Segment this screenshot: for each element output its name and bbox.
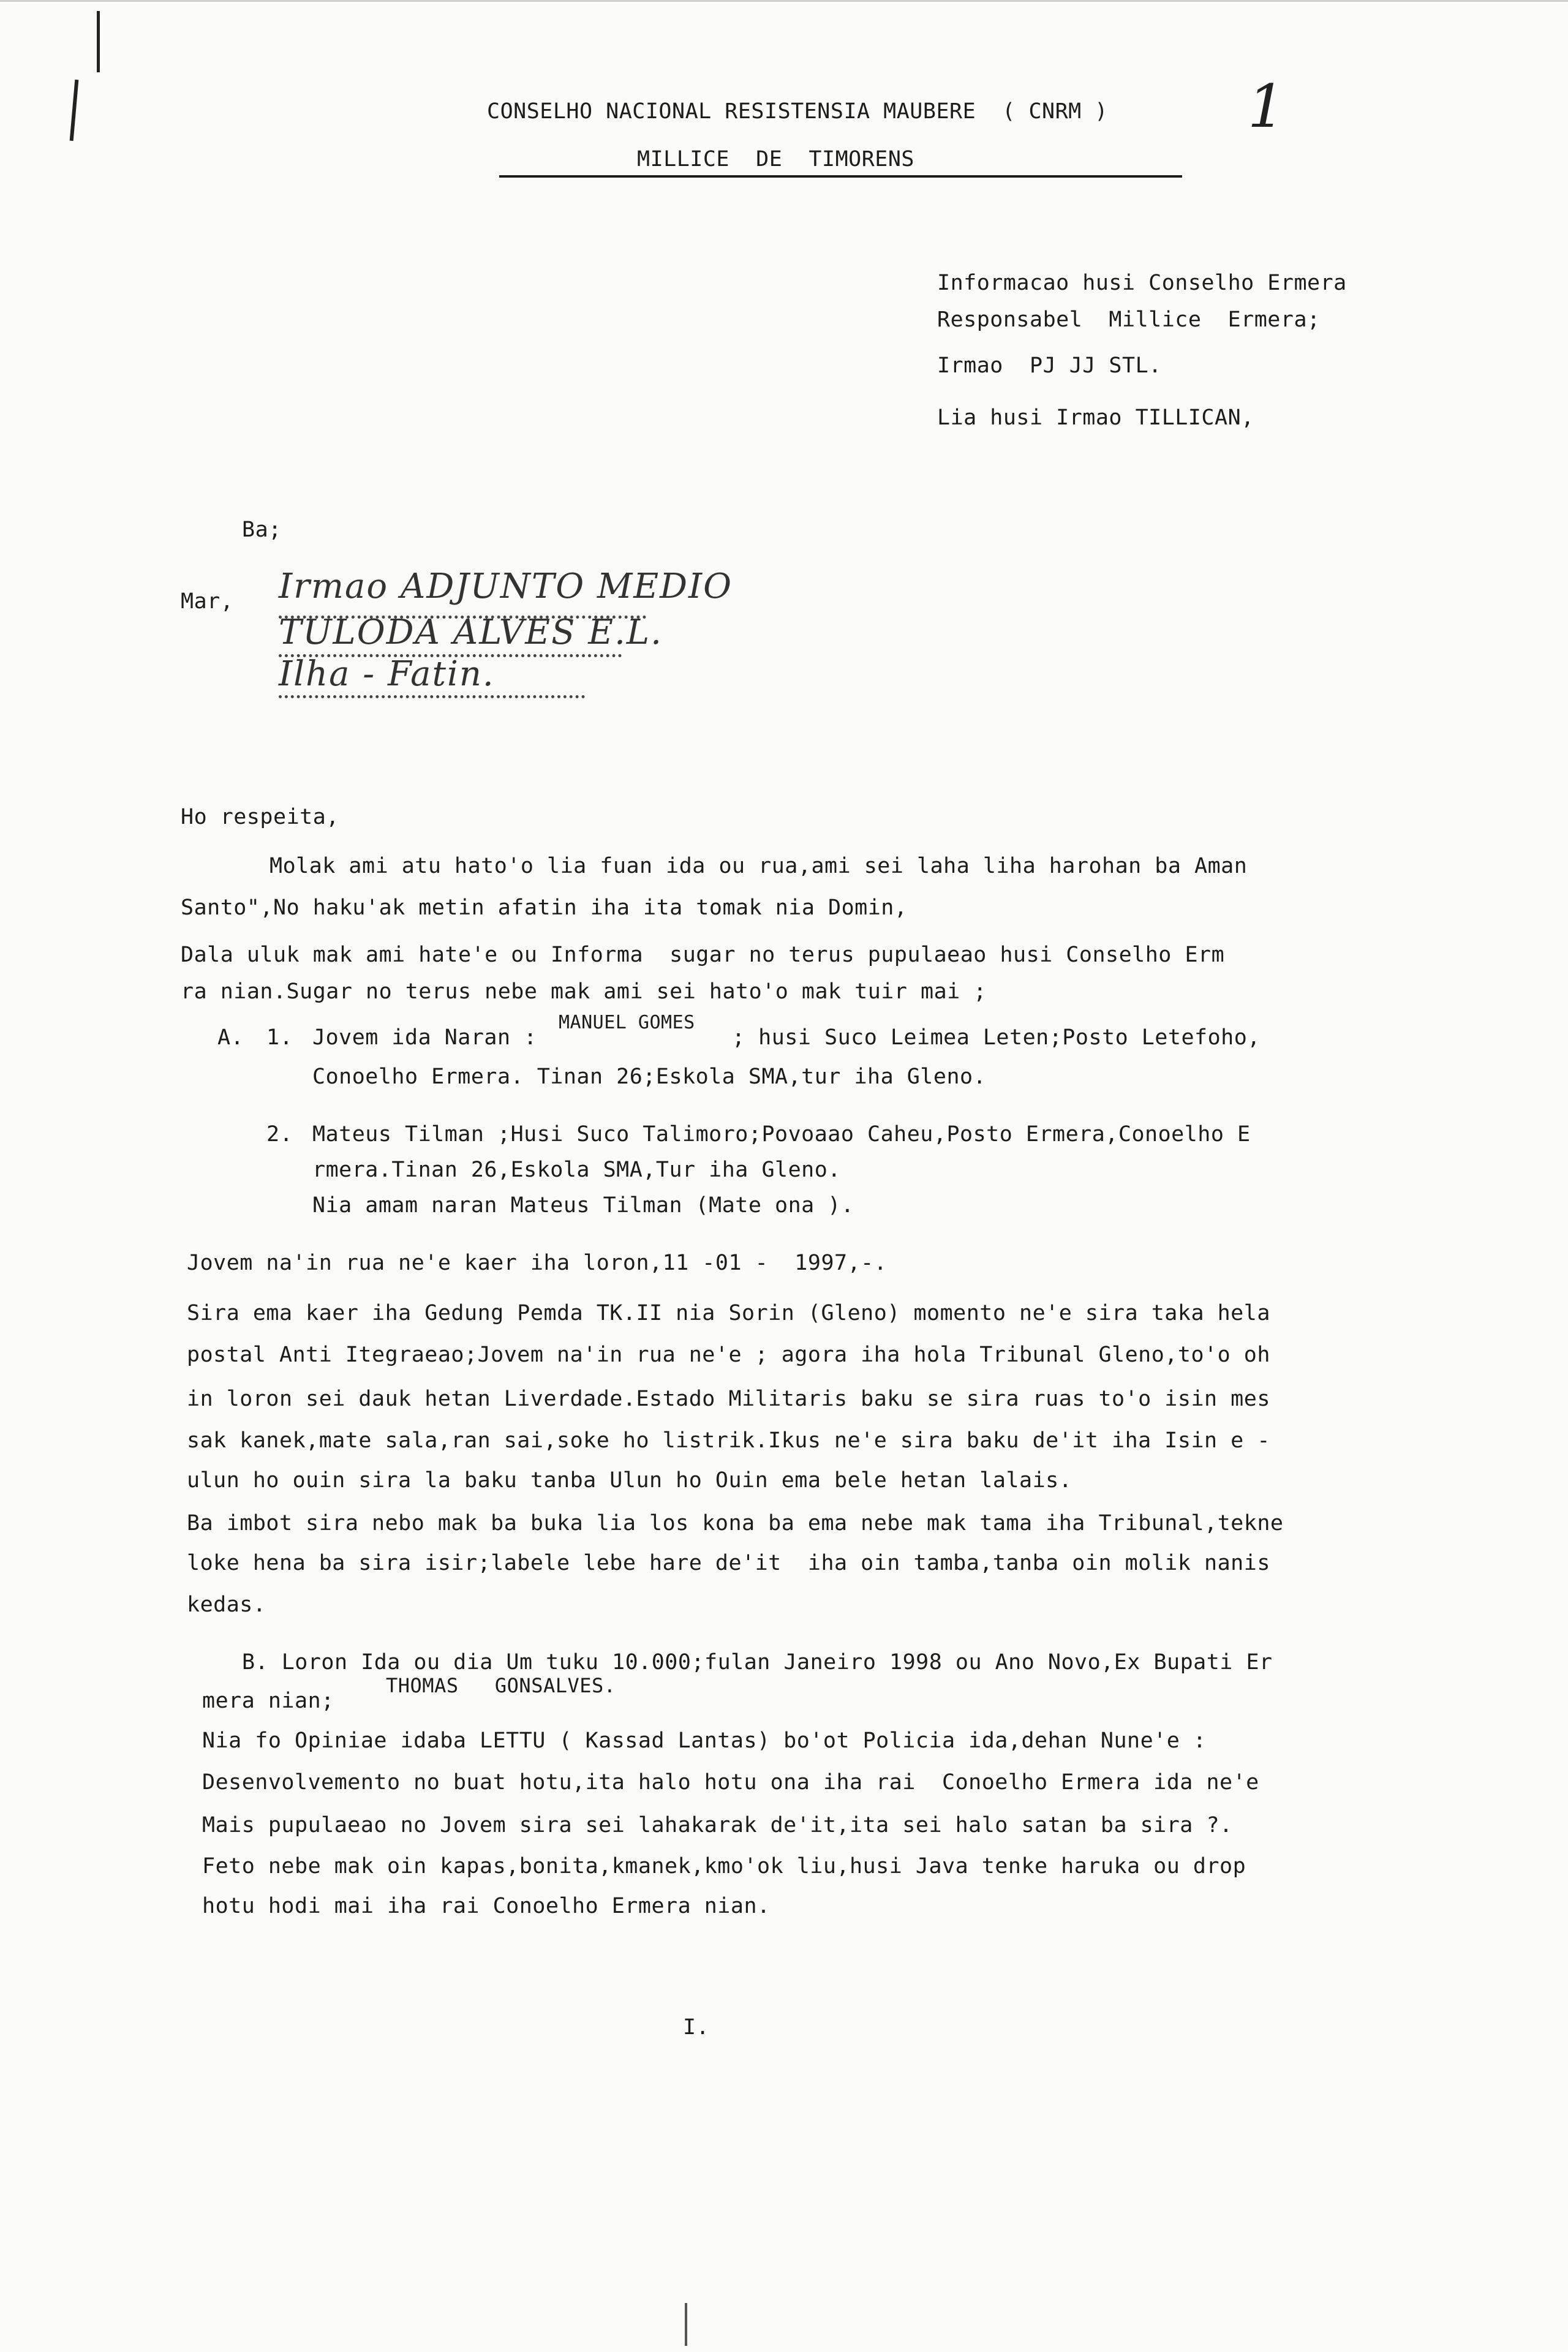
paragraph-1-line-2: Santo",No haku'ak metin afatin iha ita tomak nia Domin, [181, 895, 908, 920]
list-item-2-line-1: Mateus Tilman ;Husi Suco Talimoro;Povoaao Caheu,Posto Ermera,Conoelho E [312, 1122, 1251, 1147]
section-b-line-2: mera nian; [202, 1689, 334, 1713]
section-b-line-3: Nia fo Opiniae idaba LETTU ( Kassad Lantas) bo'ot Policia ida,dehan Nune'e : [202, 1728, 1207, 1753]
paragraph-3-line-5: sak kanek,mate sala,ran sai,soke ho listrik.Ikus ne'e sira baku de'it iha Isin e - [187, 1428, 1270, 1453]
list-item-1-name: MANUEL GOMES [559, 1012, 695, 1033]
header-org: CONSELHO NACIONAL RESISTENSIA MAUBERE ( CNRM ) [487, 99, 1108, 124]
handwritten-addressee-2: TULODA ALVES E.L. [279, 612, 663, 652]
header-sub: MILLICE DE TIMORENS [637, 147, 915, 172]
list-item-1-number: 1. [266, 1025, 293, 1050]
paragraph-3-line-6: ulun ho ouin sira la baku tanba Ulun ho Ouin ema bele hetan lalais. [187, 1468, 1072, 1493]
page-edge [0, 0, 1568, 2]
list-item-1-text-a: Jovem ida Naran : [312, 1025, 537, 1050]
section-b-line-5: Mais pupulaeao no Jovem sira sei lahakarak de'it,ita sei halo satan ba sira ?. [202, 1813, 1233, 1838]
margin-mark-top [97, 11, 100, 72]
section-b-name: THOMAS GONSALVES. [386, 1674, 616, 1697]
section-b-line-6: Feto nebe mak oin kapas,bonita,kmanek,kmo'ok liu,husi Java tenke haruka ou drop [202, 1854, 1246, 1879]
handwritten-addressee-3: Ilha - Fatin. [279, 654, 495, 694]
list-item-2-line-3: Nia amam naran Mateus Tilman (Mate ona ). [312, 1193, 854, 1218]
list-a-label: A. [217, 1025, 244, 1050]
ba-label: Ba; [242, 518, 282, 542]
paragraph-2-line-2: ra nian.Sugar no terus nebe mak ami sei hato'o mak tuir mai ; [181, 979, 987, 1004]
margin-mark-middle [70, 80, 79, 141]
addressee-dotline-3 [279, 695, 585, 698]
sender-line-1: Informacao husi Conselho Ermera [937, 271, 1347, 295]
list-item-1-line-2: Conoelho Ermera. Tinan 26;Eskola SMA,tur iha Gleno. [312, 1065, 987, 1089]
section-b-line-4: Desenvolvemento no buat hotu,ita halo hotu ona iha rai Conoelho Ermera ida ne'e [202, 1770, 1259, 1795]
sender-line-3: Irmao PJ JJ STL. [937, 353, 1162, 378]
page-number: 1 [1247, 72, 1285, 141]
list-item-2-line-2: rmera.Tinan 26,Eskola SMA,Tur iha Gleno. [312, 1158, 841, 1182]
paragraph-3-line-8: loke hena ba sira isir;labele lebe hare de'it iha oin tamba,tanba oin molik nanis [187, 1551, 1270, 1575]
list-item-1-text-b: ; husi Suco Leimea Leten;Posto Letefoho, [732, 1025, 1261, 1050]
section-b-line-7: hotu hodi mai iha rai Conoelho Ermera nian. [202, 1894, 771, 1918]
header-underline [499, 175, 1182, 178]
paragraph-3-line-7: Ba imbot sira nebo mak ba buka lia los kona ba ema nebe mak tama iha Tribunal,tekne [187, 1511, 1284, 1536]
footer-mark: I. [683, 2015, 710, 2040]
paragraph-3-line-4: in loron sei dauk hetan Liverdade.Estado Militaris baku se sira ruas to'o isin mes [187, 1387, 1270, 1411]
sender-line-2: Responsabel Millice Ermera; [937, 307, 1321, 332]
handwritten-addressee-1: Irmao ADJUNTO MEDIO [279, 567, 733, 606]
paragraph-3-line-9: kedas. [187, 1593, 266, 1617]
section-b-line-1: B. Loron Ida ou dia Um tuku 10.000;fulan Janeiro 1998 ou Ano Novo,Ex Bupati Er [242, 1650, 1273, 1675]
mar-label: Mar, [181, 589, 234, 614]
paragraph-3-line-2: Sira ema kaer iha Gedung Pemda TK.II nia Sorin (Gleno) momento ne'e sira taka hela [187, 1301, 1270, 1325]
paragraph-1-line-1: Molak ami atu hato'o lia fuan ida ou rua,ami sei laha liha harohan ba Aman [270, 854, 1248, 878]
paragraph-3-line-3: postal Anti Itegraeao;Jovem na'in rua ne'e ; agora iha hola Tribunal Gleno,to'o oh [187, 1343, 1270, 1367]
greeting: Ho respeita, [181, 805, 339, 829]
paragraph-3-line-1: Jovem na'in rua ne'e kaer iha loron,11 -01 - 1997,-. [187, 1251, 888, 1275]
list-item-2-number: 2. [266, 1122, 293, 1147]
margin-mark-bottom [685, 2303, 687, 2346]
sender-line-4: Lia husi Irmao TILLICAN, [937, 405, 1254, 430]
paragraph-2-line-1: Dala uluk mak ami hate'e ou Informa sugar no terus pupulaeao husi Conselho Erm [181, 943, 1225, 967]
